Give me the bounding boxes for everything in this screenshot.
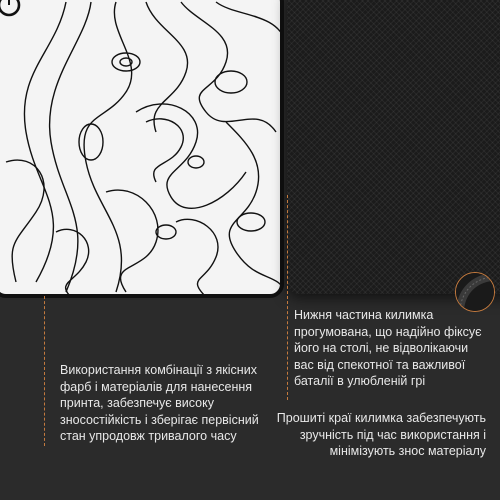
mousepad-rubber-base	[287, 0, 500, 294]
caption-rubber-base: Нижня частина килимка прогумована, що надійно фіксує його на столі, не відволікаючи вас від спекотної та важливої баталії в улюбленій грі	[294, 308, 482, 388]
stitched-edge-icon	[455, 272, 495, 312]
topographic-pattern	[0, 0, 284, 298]
power-logo-icon	[0, 0, 22, 18]
caption-stitched-edges: Прошиті краї килимка забезпечують зручність під час використання і мінімізують знос матеріалу	[276, 411, 486, 458]
caption-print-quality: Використання комбінації з якісних фарб і матеріалів для нанесення принта, забезпечує високу зносостійкість і зберігає первісний стан упродовж тривалого часу	[60, 363, 259, 443]
leader-line-base	[287, 195, 288, 400]
mousepad-top-surface	[0, 0, 284, 298]
leader-line-print	[44, 296, 45, 446]
